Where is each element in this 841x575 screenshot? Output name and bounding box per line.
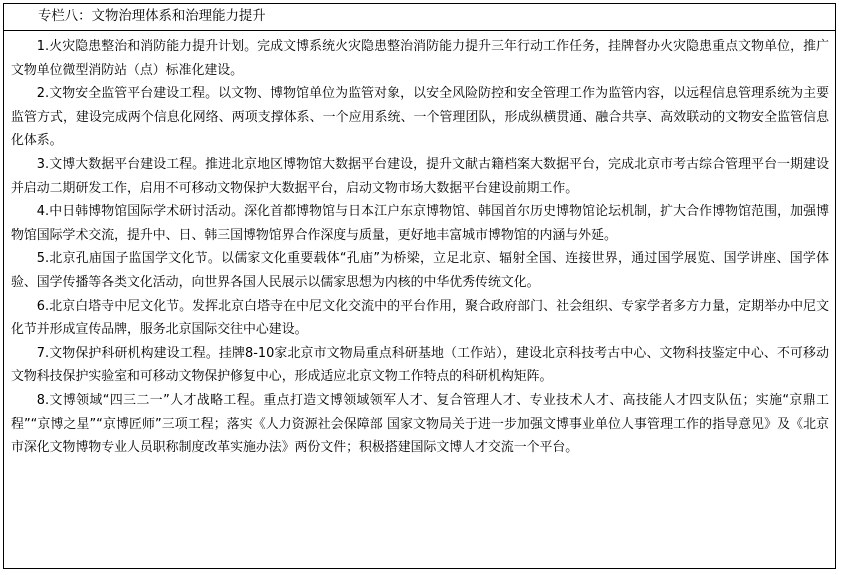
list-item: 5.北京孔庙国子监国学文化节。以儒家文化重要载体“孔庙”为桥梁，立足北京、辐射全国、连接世界，通过国学展览、国学讲座、国学体验、国学传播等各类文化活动，向世界各国人民展示以儒家思想为内核的中华优秀传统文化。 — [11, 251, 829, 290]
list-item: 1.火灾隐患整治和消防能力提升计划。完成文博系统火灾隐患整治消防能力提升三年行动工作任务，挂牌督办火灾隐患重点文物单位，推广文物单位微型消防站（点）标准化建设。 — [11, 39, 829, 78]
list-item: 7.文物保护科研机构建设工程。挂牌8-10家北京市文物局重点科研基地（工作站），建设北京科技考古中心、文物科技鉴定中心、不可移动文物科技保护实验室和可移动文物保护修复中心，形成适应北京文物工作特点的科研机构矩阵。 — [11, 345, 829, 385]
column-content — [4, 31, 835, 460]
column-title: 专栏八：文物治理体系和治理能力提升 — [4, 4, 835, 31]
list-item: 2.文物安全监管平台建设工程。以文物、博物馆单位为监管对象，以安全风险防控和安全管理工作为监管内容，以远程信息管理系统为主要监管方式，建设完成两个信息化网络、两项支撑体系、一个应用系统、一个管理团队，形成纵横贯通、融合共享、高效联动的文物安全监管信息化体系。 — [11, 86, 829, 149]
list-item: 6.北京白塔寺中尼文化节。发挥北京白塔寺在中尼文化交流中的平台作用，聚合政府部门、社会组织、专家学者多方力量，定期举办中尼文化节并形成宣传品牌，服务北京国际交往中心建设。 — [11, 298, 829, 338]
list-item: 3.文博大数据平台建设工程。推进北京地区博物馆大数据平台建设，提升文献古籍档案大数据平台，完成北京市考古综合管理平台一期建设并启动二期研发工作，启用不可移动文物保护大数据平台，启动文物市场大数据平台建设前期工作。 — [11, 156, 829, 196]
list-item: 8.文博领域“四三二一”人才战略工程。重点打造文博领域领军人才、复合管理人才、专业技术人才、高技能人才四支队伍；实施“京鼎工程”“京博之星”“京博匠师”三项工程；落实《人力资源社会保障部 国家文物局关于进一步加强文博事业单位人事管理工作的指导意见》及《北京市深化文物博物专业人员职称制度改革实施办法》两份文件；积极搭建国际文博人才交流一个平台。 — [11, 392, 829, 456]
column-box — [3, 3, 836, 569]
list-item: 4.中日韩博物馆国际学术研讨活动。深化首都博物馆与日本江户东京博物馆、韩国首尔历史博物馆论坛机制，扩大合作博物馆范围，加强博物馆国际学术交流，提升中、日、韩三国博物馆界合作深度与质量，更好地丰富城市博物馆的内涵与外延。 — [11, 204, 829, 243]
